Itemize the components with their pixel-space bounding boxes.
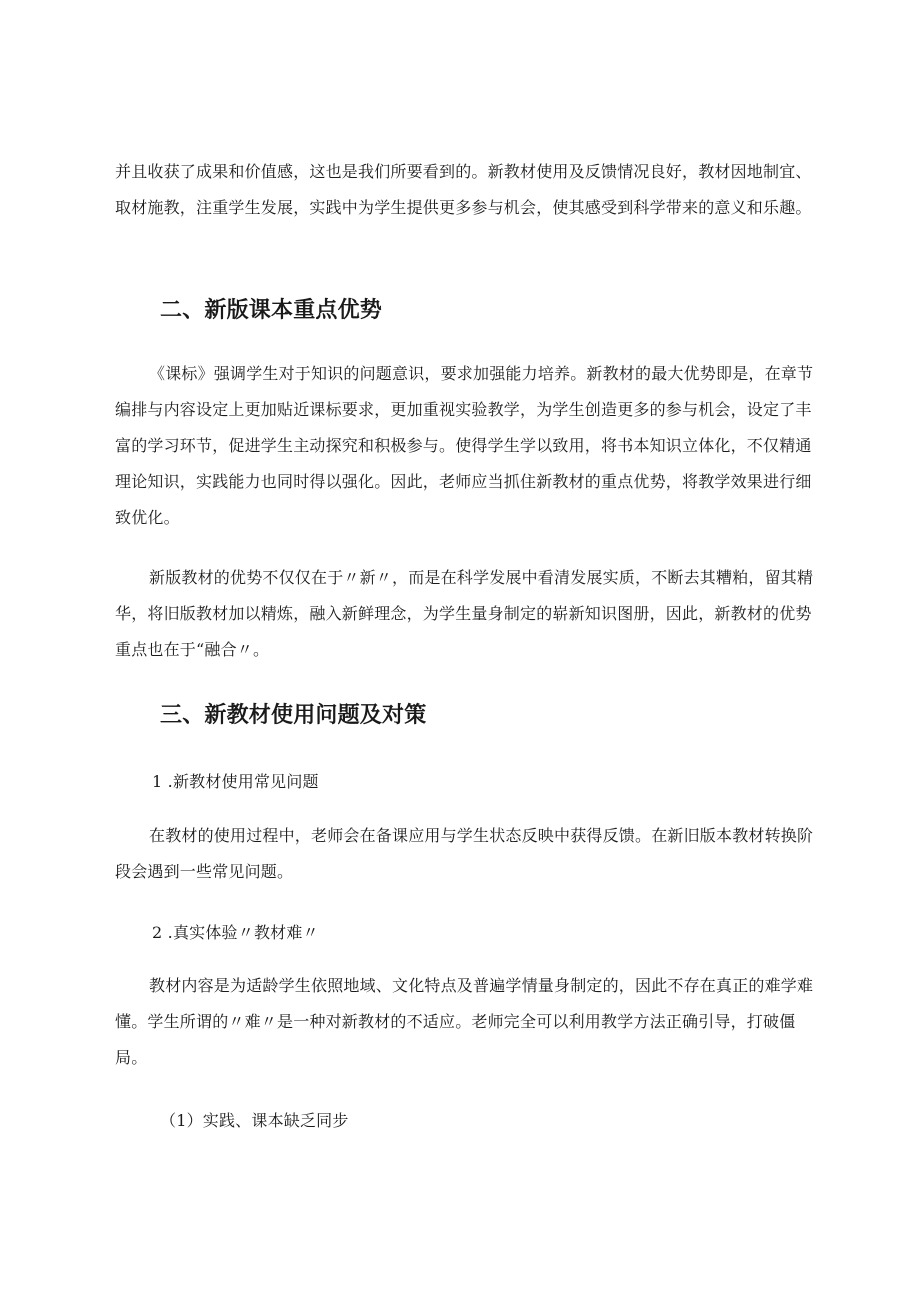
subsection-2-paragraph: 教材内容是为适龄学生依照地域、文化特点及普遍学情量身制定的，因此不存在真正的难学难懂。学生所谓的〃难〃是一种对新教材的不适应。老师完全可以利用教学方法正确引导，打破僵局。: [115, 976, 814, 1067]
intro-paragraph: 并且收获了成果和价值感，这也是我们所要看到的。新教材使用及反馈情况良好，教材因地制宜、取材施教，注重学生发展，实践中为学生提供更多参与机会，使其感受到科学带来的意义和乐趣。: [115, 162, 812, 217]
subsection-3-heading: （1）实践、课本缺乏同步: [160, 1111, 349, 1130]
subsection-1-paragraph: 在教材的使用过程中，老师会在备课应用与学生状态反映中获得反馈。在新旧版本教材转换阶段会遇到一些常见问题。: [115, 826, 814, 881]
section-2-heading: 二、新版课本重点优势: [160, 297, 383, 323]
section-2-paragraph-2: 新版教材的优势不仅仅在于〃新〃，而是在科学发展中看清发展实质，不断去其糟粕，留其精华，将旧版教材加以精炼，融入新鲜理念，为学生量身制定的崭新知识图册，因此，新教材的优势重点也在于“融合〃。: [115, 568, 814, 659]
section-3-heading: 三、新教材使用问题及对策: [160, 702, 427, 728]
section-2-paragraph-1: 《课标》强调学生对于知识的问题意识，要求加强能力培养。新教材的最大优势即是，在章节编排与内容设定上更加贴近课标要求，更加重视实验教学，为学生创造更多的参与机会，设定了丰富的学习环节，促进学生主动探究和积极参与。使得学生学以致用，将书本知识立体化，不仅精通理论知识，实践能力也同时得以强化。因此，老师应当抓住新教材的重点优势，将教学效果进行细致优化。: [115, 364, 814, 527]
subsection-2-heading: 2 .真实体验〃教材难〃: [152, 923, 319, 942]
subsection-1-heading: 1 .新教材使用常见问题: [152, 772, 319, 791]
